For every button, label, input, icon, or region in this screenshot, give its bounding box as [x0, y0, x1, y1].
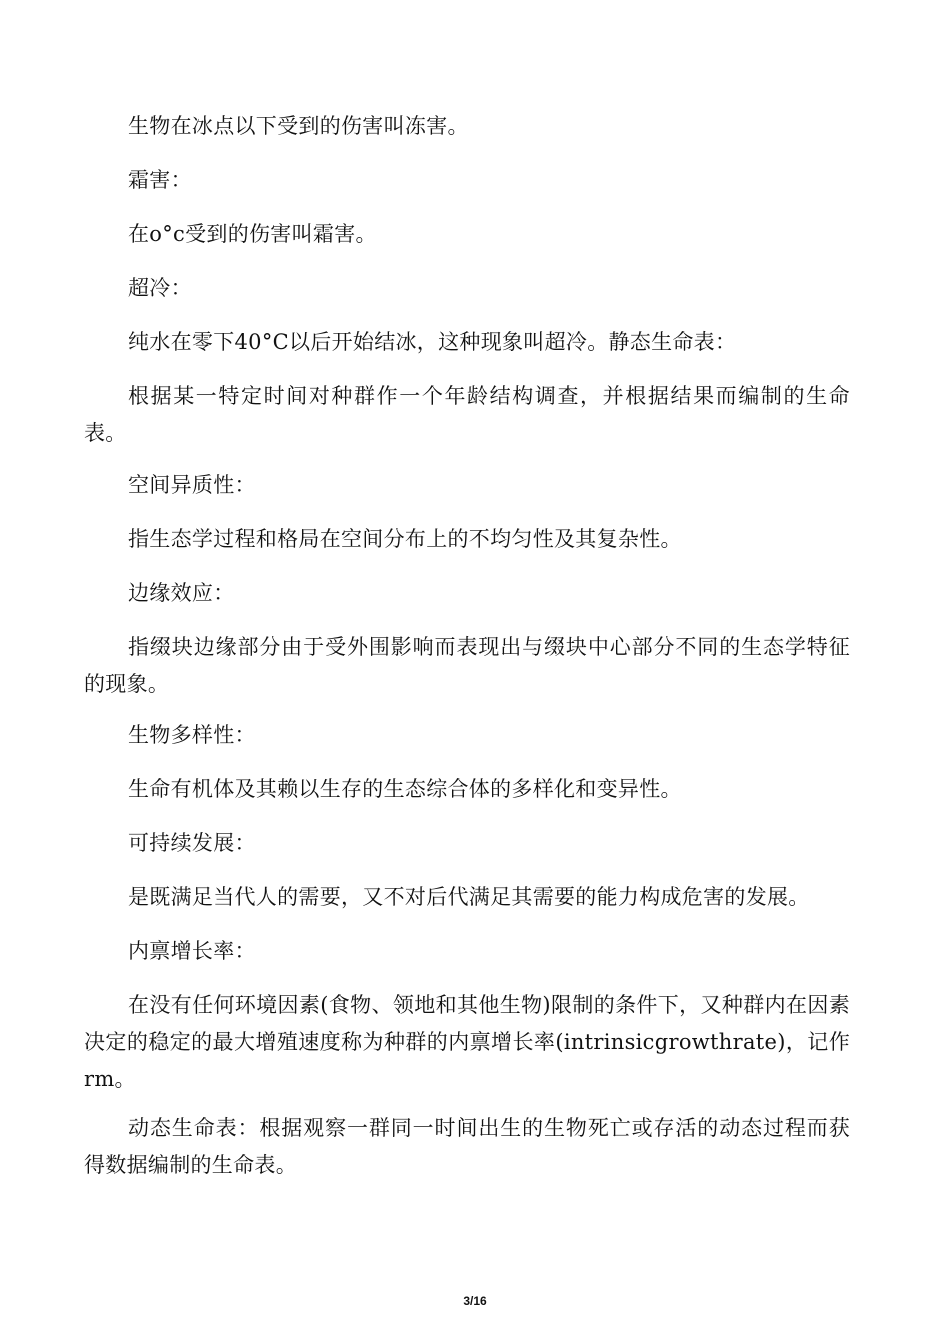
page-number: 3/16 — [463, 1294, 487, 1308]
paragraph-edge-effect-definition: 指缀块边缘部分由于受外围影响而表现出与缀块中心部分不同的生态学特征的现象。 — [84, 635, 850, 696]
term-intrinsic-growth-rate: 内禀增长率： — [128, 939, 256, 963]
paragraph-sustainable-development-definition: 是既满足当代人的需要，又不对后代满足其需要的能力构成危害的发展。 — [128, 885, 810, 909]
paragraph-supercooling-definition: 纯水在零下40°C以后开始结冰，这种现象叫超冷。静态生命表： — [128, 330, 737, 354]
paragraph-frost-definition: 在o°c受到的伤害叫霜害。 — [128, 222, 377, 246]
paragraph-frost-damage: 生物在冰点以下受到的伤害叫冻害。 — [128, 114, 469, 138]
paragraph-spatial-heterogeneity-definition: 指生态学过程和格局在空间分布上的不均匀性及其复杂性。 — [128, 527, 682, 551]
term-spatial-heterogeneity: 空间异质性： — [128, 473, 256, 497]
paragraph-static-life-table: 根据某一特定时间对种群作一个年龄结构调查，并根据结果而编制的生命表。 — [84, 384, 850, 445]
paragraph-intrinsic-growth-rate-definition: 在没有任何环境因素(食物、领地和其他生物)限制的条件下，又种群内在因素决定的稳定的最大增殖速度称为种群的内禀增长率(intrinsicgrowthrate)，记作rm。 — [84, 993, 850, 1091]
term-edge-effect: 边缘效应： — [128, 581, 235, 605]
paragraph-dynamic-life-table: 动态生命表：根据观察一群同一时间出生的生物死亡或存活的动态过程而获得数据编制的生命表。 — [84, 1116, 850, 1177]
paragraph-biodiversity-definition: 生命有机体及其赖以生存的生态综合体的多样化和变异性。 — [128, 777, 682, 801]
term-sustainable-development: 可持续发展： — [128, 831, 256, 855]
term-frost: 霜害： — [128, 168, 192, 192]
term-supercooling: 超冷： — [128, 276, 192, 300]
term-biodiversity: 生物多样性： — [128, 723, 256, 747]
